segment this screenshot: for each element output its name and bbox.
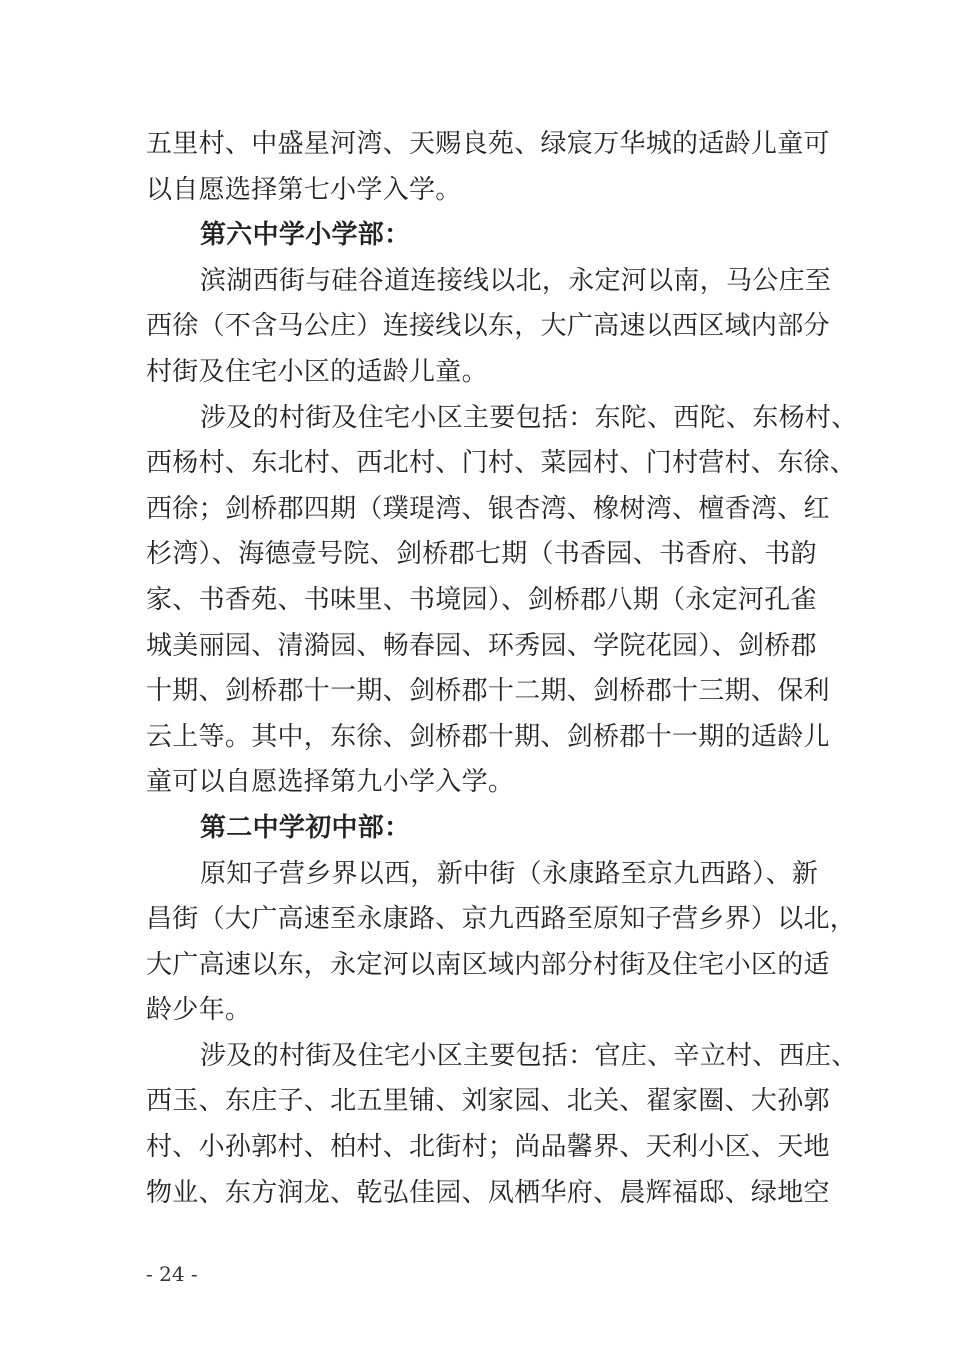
page-number: - 24 -: [146, 1262, 198, 1286]
body-text-line: 龄少年。: [146, 995, 252, 1026]
body-text-line: 西徐；剑桥郡四期（璞瑅湾、银杏湾、橡树湾、檀香湾、红: [146, 493, 830, 524]
section-heading: 第二中学初中部：: [200, 812, 411, 843]
body-text-line: 杉湾）、海德壹号院、剑桥郡七期（书香园、书香府、书韵: [146, 539, 817, 570]
body-text-line: 童可以自愿选择第九小学入学。: [146, 767, 515, 798]
body-text-line: 家、书香苑、书味里、书境园）、剑桥郡八期（永定河孔雀: [146, 584, 817, 615]
body-text-line: 涉及的村街及住宅小区主要包括：官庄、辛立村、西庄、: [200, 1040, 858, 1071]
body-text-line: 城美丽园、清漪园、畅春园、环秀园、学院花园）、剑桥郡: [146, 630, 817, 661]
body-text-line: 大广高速以东，永定河以南区域内部分村街及住宅小区的适: [146, 949, 830, 980]
body-text-line: 滨湖西街与硅谷道连接线以北，永定河以南，马公庄至: [200, 265, 832, 296]
body-text-line: 物业、东方润龙、乾弘佳园、凤栖华府、晨辉福邸、绿地空: [146, 1177, 830, 1208]
body-text-line: 村、小孙郭村、柏村、北街村；尚品馨界、天利小区、天地: [146, 1132, 830, 1163]
body-text-line: 西徐（不含马公庄）连接线以东，大广高速以西区域内部分: [146, 311, 830, 342]
body-text-line: 云上等。其中，东徐、剑桥郡十期、剑桥郡十一期的适龄儿: [146, 721, 830, 752]
body-text-line: 昌街（大广高速至永康路、京九西路至原知子营乡界）以北，: [146, 904, 857, 935]
section-heading: 第六中学小学部：: [200, 220, 411, 251]
document-body: [146, 122, 858, 1216]
body-text-line: 五里村、中盛星河湾、天赐良苑、绿宸万华城的适龄儿童可: [146, 129, 830, 159]
body-text-line: 西杨村、东北村、西北村、门村、菜园村、门村营村、东徐、: [146, 448, 857, 479]
body-text-line: 涉及的村街及住宅小区主要包括：东陀、西陀、东杨村、: [200, 402, 858, 433]
body-text-line: 十期、剑桥郡十一期、剑桥郡十二期、剑桥郡十三期、保利: [146, 676, 830, 707]
body-text-line: 以自愿选择第七小学入学。: [146, 174, 462, 205]
body-text-line: 西玉、东庄子、北五里铺、刘家园、北关、翟家圈、大孙郭: [146, 1086, 830, 1117]
body-text-line: 原知子营乡界以西，新中街（永康路至京九西路）、新: [200, 858, 819, 889]
body-text-line: 村街及住宅小区的适龄儿童。: [146, 356, 488, 387]
